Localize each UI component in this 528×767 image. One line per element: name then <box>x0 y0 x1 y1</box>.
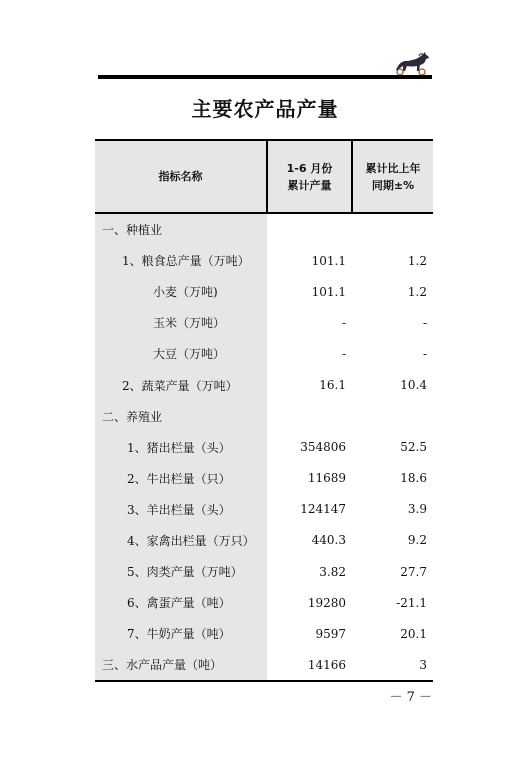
row-change: - <box>422 315 427 330</box>
row-output: 440.3 <box>311 533 346 548</box>
row-change: 9.2 <box>407 533 427 548</box>
table-row <box>95 276 433 307</box>
row-output: - <box>341 346 346 361</box>
row-output: - <box>341 315 346 330</box>
table-row <box>95 307 433 338</box>
row-change: 18.6 <box>400 471 427 486</box>
table-row <box>95 401 433 432</box>
row-change: 1.2 <box>407 284 427 299</box>
page-title: 主要农产品产量 <box>191 97 339 121</box>
row-name: 二、养殖业 <box>95 401 267 432</box>
row-name: 1、猪出栏量（头） <box>95 432 267 463</box>
table-row <box>95 432 433 463</box>
table-row <box>95 369 433 400</box>
row-name: 大豆（万吨） <box>95 338 267 369</box>
row-change: -21.1 <box>396 595 427 610</box>
horse-logo-icon <box>392 50 432 76</box>
row-output: 9597 <box>315 626 346 641</box>
table-row <box>95 338 433 369</box>
production-table <box>95 139 433 682</box>
row-name: 玉米（万吨） <box>95 307 267 338</box>
row-output: 16.1 <box>319 378 346 393</box>
row-change: 52.5 <box>400 440 427 455</box>
table-row <box>95 525 433 556</box>
row-output: 101.1 <box>311 253 346 268</box>
row-output: 101.1 <box>311 284 346 299</box>
row-output: 3.82 <box>319 564 346 579</box>
row-change: 1.2 <box>407 253 427 268</box>
row-change: 10.4 <box>400 378 427 393</box>
table-row <box>95 618 433 649</box>
row-output: 354806 <box>300 440 346 455</box>
row-name: 2、牛出栏量（只） <box>95 463 267 494</box>
header-indicator-name: 指标名称 <box>95 140 267 213</box>
row-change: 3.9 <box>407 502 427 517</box>
row-name: 6、禽蛋产量（吨） <box>95 587 267 618</box>
row-name: 2、蔬菜产量（万吨） <box>95 369 267 400</box>
header-yoy-change: 累计比上年 同期±% <box>352 140 433 213</box>
row-name: 一、种植业 <box>95 213 267 245</box>
row-output <box>267 213 352 245</box>
header-cumulative-output: 1-6 月份 累计产量 <box>267 140 352 213</box>
table-row <box>95 587 433 618</box>
table-row <box>95 245 433 276</box>
row-change <box>352 213 433 245</box>
table-row <box>95 213 433 245</box>
row-name: 7、牛奶产量（吨） <box>95 618 267 649</box>
page-number: － 7 － <box>389 690 432 705</box>
row-name: 3、羊出栏量（头） <box>95 494 267 525</box>
table-row <box>95 649 433 681</box>
row-output: 14166 <box>267 649 352 681</box>
table-row <box>95 556 433 587</box>
row-change: 27.7 <box>400 564 427 579</box>
row-name: 4、家禽出栏量（万只） <box>95 525 267 556</box>
top-rule <box>98 75 432 79</box>
row-name: 三、水产品产量（吨） <box>95 649 267 681</box>
row-change: 3 <box>352 649 433 681</box>
row-name: 小麦（万吨) <box>95 276 267 307</box>
row-name: 5、肉类产量（万吨） <box>95 556 267 587</box>
row-name: 1、粮食总产量（万吨） <box>95 245 267 276</box>
row-output <box>267 401 352 432</box>
table-row <box>95 494 433 525</box>
row-output: 11689 <box>307 471 346 486</box>
row-output: 19280 <box>307 595 346 610</box>
row-change: 20.1 <box>400 626 427 641</box>
row-change <box>352 401 433 432</box>
row-change: - <box>422 346 427 361</box>
row-output: 124147 <box>300 502 346 517</box>
table-row <box>95 463 433 494</box>
